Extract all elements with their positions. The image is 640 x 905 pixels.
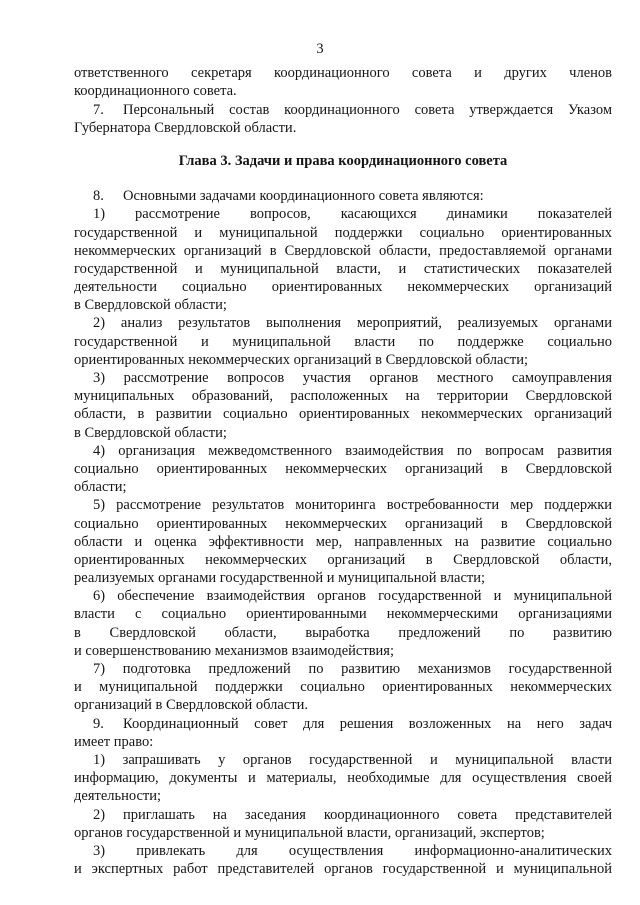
text-line: информацию, документы и материалы, необходимые для осуществления своей [74, 770, 612, 787]
paragraph-number: 7. [93, 101, 104, 118]
text-line: и совершенствованию механизмов взаимодействия; [74, 642, 394, 659]
text-line: 6) обеспечение взаимодействия органов государственной и муниципальной [93, 588, 612, 605]
paragraph-number: 9. [93, 715, 104, 732]
text-line: 4) организация межведомственного взаимодействия по вопросам развития [93, 442, 612, 459]
text-line: реализуемых органами государственной и муниципальной власти; [74, 570, 486, 587]
line-text: Координационный совет для решения возложенных на него задач [123, 715, 612, 732]
text-line: государственной и муниципальной власти по поддержке социально [74, 333, 612, 350]
text-line: деятельности; [74, 788, 162, 805]
text-line: области и оценка эффективности мер, направленных на развитие социально [74, 533, 612, 550]
text-line: 3) привлекать для осуществления информационно-аналитических [93, 842, 612, 859]
text-line: ответственного секретаря координационного совета и других членов [74, 65, 612, 82]
text-line: некоммерческих организаций в Свердловской области, предоставляемой органами [74, 242, 612, 259]
paragraph-number: 8. [93, 188, 104, 205]
text-line [74, 187, 612, 205]
page-number: 3 [316, 41, 324, 57]
text-line: органов государственной и муниципальной власти, организаций, экспертов; [74, 824, 545, 841]
text-line: социально ориентированных некоммерческих организаций в Свердловской [74, 515, 612, 532]
text-line: координационного совета. [74, 83, 237, 100]
text-line: имеет право: [74, 733, 154, 750]
text-line: в Свердловской области; [74, 297, 227, 314]
text-line: области; [74, 479, 127, 496]
text-line: муниципальных образований, расположенных на территории Свердловской [74, 388, 612, 405]
text-line: государственной и муниципальной власти, и статистических показателей [74, 260, 612, 277]
text-line: ориентированных некоммерческих организаций в Свердловской области, [74, 551, 612, 568]
text-line: 5) рассмотрение результатов мониторинга востребованности мер поддержки [93, 497, 612, 514]
line-text: Основными задачами координационного совета являются: [123, 188, 484, 205]
text-line: 1) запрашивать у органов государственной и муниципальной власти [93, 751, 612, 768]
text-line: 3) рассмотрение вопросов участия органов местного самоуправления [93, 370, 612, 387]
text-line: в Свердловской области; [74, 424, 227, 441]
text-line: и муниципальной поддержки социально ориентированных некоммерческих [74, 679, 612, 696]
line-text: Персональный состав координационного совета утверждается Указом [123, 101, 612, 118]
text-line: 7) подготовка предложений по развитию механизмов государственной [93, 661, 612, 678]
text-line: Губернатора Свердловской области. [74, 119, 297, 136]
text-line: 2) анализ результатов выполнения мероприятий, реализуемых органами [93, 315, 612, 332]
text-line [74, 101, 612, 119]
text-line [74, 715, 612, 733]
text-line: в Свердловской области, выработка предложений по развитию [74, 624, 612, 641]
chapter-heading: Глава 3. Задачи и права координационного совета [178, 152, 508, 169]
text-line: 2) приглашать на заседания координационного совета представителей [93, 806, 612, 823]
text-line: организаций в Свердловской области. [74, 697, 308, 714]
text-line: ориентированных некоммерческих организаций в Свердловской области; [74, 351, 529, 368]
text-line: власти с социально ориентированными некоммерческими организациями [74, 606, 612, 623]
document-body [74, 64, 612, 878]
text-line: и экспертных работ представителей органов государственной и муниципальной [74, 861, 612, 878]
text-line: деятельности социально ориентированных некоммерческих организаций [74, 279, 612, 296]
text-line: социально ориентированных некоммерческих организаций в Свердловской [74, 460, 612, 477]
text-line: области, в развитии социально ориентированных некоммерческих организаций [74, 406, 612, 423]
text-line: 1) рассмотрение вопросов, касающихся динамики показателей [93, 206, 612, 223]
text-line: государственной и муниципальной поддержки социально ориентированных [74, 224, 612, 241]
